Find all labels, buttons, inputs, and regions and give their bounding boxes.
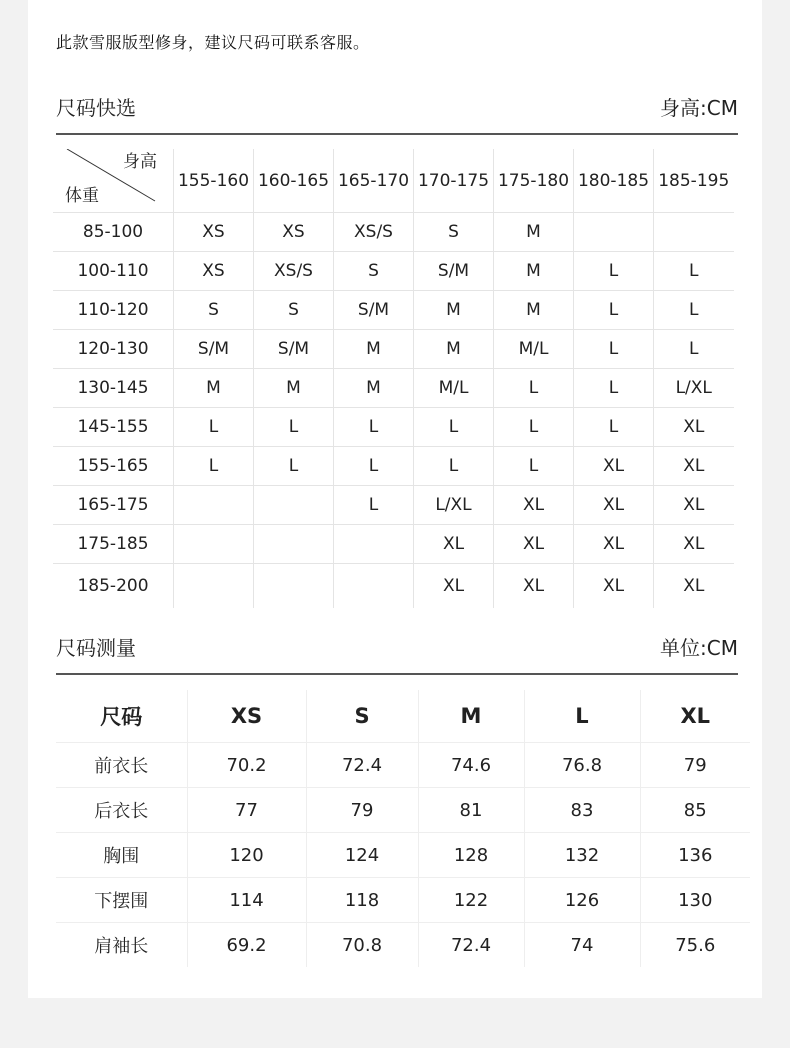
size-header: XL <box>640 690 750 743</box>
size-header: M <box>418 690 524 743</box>
size-header: S <box>306 690 418 743</box>
size-cell: L <box>174 408 254 447</box>
size-cell: XL <box>494 525 574 564</box>
weight-cell: 145-155 <box>53 408 174 447</box>
measure-value: 79 <box>640 743 750 788</box>
size-cell <box>574 213 654 252</box>
size-cell: S <box>254 291 334 330</box>
height-header: 155-160 <box>174 149 254 213</box>
quick-select-unit: 身高:CM <box>660 96 738 120</box>
weight-cell: 110-120 <box>53 291 174 330</box>
measure-name: 下摆围 <box>56 878 187 923</box>
measure-row <box>56 923 750 968</box>
height-header: 175-180 <box>494 149 574 213</box>
measure-header-row <box>56 690 750 743</box>
height-header: 180-185 <box>574 149 654 213</box>
size-cell: XS/S <box>254 252 334 291</box>
measure-value: 120 <box>187 833 306 878</box>
measure-value: 72.4 <box>306 743 418 788</box>
size-cell: L <box>254 447 334 486</box>
size-cell: M/L <box>414 369 494 408</box>
quick-row <box>53 486 734 525</box>
size-cell: S/M <box>254 330 334 369</box>
measure-title: 尺码测量 <box>56 636 136 660</box>
measure-value: 79 <box>306 788 418 833</box>
measure-value: 132 <box>524 833 640 878</box>
weight-cell: 130-145 <box>53 369 174 408</box>
weight-cell: 100-110 <box>53 252 174 291</box>
measure-value: 76.8 <box>524 743 640 788</box>
measure-value: 74 <box>524 923 640 968</box>
size-header: XS <box>187 690 306 743</box>
corner-height-label: 身高 <box>123 152 157 172</box>
weight-cell: 120-130 <box>53 330 174 369</box>
size-cell: XL <box>494 486 574 525</box>
size-cell: S/M <box>334 291 414 330</box>
measure-value: 128 <box>418 833 524 878</box>
size-cell <box>174 525 254 564</box>
corner-weight-label: 体重 <box>65 186 99 206</box>
quick-row <box>53 330 734 369</box>
size-cell: M <box>254 369 334 408</box>
size-cell: M <box>494 252 574 291</box>
size-cell: L <box>574 291 654 330</box>
size-cell: L <box>494 447 574 486</box>
size-cell: M <box>414 330 494 369</box>
measure-row <box>56 833 750 878</box>
quick-row <box>53 252 734 291</box>
measure-name: 胸围 <box>56 833 187 878</box>
weight-cell: 85-100 <box>53 213 174 252</box>
measure-value: 69.2 <box>187 923 306 968</box>
measure-value: 126 <box>524 878 640 923</box>
size-cell: XS <box>174 252 254 291</box>
weight-cell: 165-175 <box>53 486 174 525</box>
size-cell: S <box>414 213 494 252</box>
size-cell: L <box>334 447 414 486</box>
size-cell: XL <box>574 447 654 486</box>
weight-cell: 175-185 <box>53 525 174 564</box>
measure-value: 72.4 <box>418 923 524 968</box>
measure-row <box>56 788 750 833</box>
size-cell: L <box>334 486 414 525</box>
size-cell: XL <box>654 408 734 447</box>
size-cell: L <box>574 330 654 369</box>
measure-value: 124 <box>306 833 418 878</box>
quick-row <box>53 447 734 486</box>
size-cell <box>334 525 414 564</box>
size-cell: M <box>414 291 494 330</box>
height-header: 160-165 <box>254 149 334 213</box>
measure-value: 83 <box>524 788 640 833</box>
size-cell <box>654 213 734 252</box>
size-cell <box>334 564 414 609</box>
measure-name: 后衣长 <box>56 788 187 833</box>
size-cell: XL <box>574 564 654 609</box>
measure-name: 前衣长 <box>56 743 187 788</box>
size-cell: XS <box>254 213 334 252</box>
size-cell: L <box>574 369 654 408</box>
size-cell: L <box>334 408 414 447</box>
measurement-table <box>56 690 750 967</box>
size-cell: XS <box>174 213 254 252</box>
size-cell: XL <box>414 525 494 564</box>
size-cell: L <box>574 252 654 291</box>
size-cell: S <box>334 252 414 291</box>
quick-row <box>53 369 734 408</box>
size-cell: L <box>414 447 494 486</box>
quick-row <box>53 291 734 330</box>
size-cell: L <box>174 447 254 486</box>
measure-value: 77 <box>187 788 306 833</box>
size-cell <box>174 564 254 609</box>
height-header: 170-175 <box>414 149 494 213</box>
measure-row <box>56 743 750 788</box>
size-cell: M <box>494 291 574 330</box>
measure-value: 70.2 <box>187 743 306 788</box>
size-cell: M/L <box>494 330 574 369</box>
measure-name: 肩袖长 <box>94 936 149 957</box>
quick-row <box>53 525 734 564</box>
size-header: L <box>524 690 640 743</box>
measure-value: 130 <box>640 878 750 923</box>
corner-cell <box>53 149 174 213</box>
size-cell <box>254 486 334 525</box>
size-cell: M <box>334 330 414 369</box>
size-label-header: 尺码 <box>56 690 187 743</box>
quick-row <box>53 408 734 447</box>
size-cell: M <box>334 369 414 408</box>
size-cell: XL <box>654 447 734 486</box>
measure-value: 75.6 <box>640 923 750 968</box>
quick-row <box>53 213 734 252</box>
size-cell <box>254 564 334 609</box>
size-cell: S/M <box>174 330 254 369</box>
measure-value: 85 <box>640 788 750 833</box>
measure-value: 136 <box>640 833 750 878</box>
fit-note: 此款雪服版型修身，建议尺码可联系客服。 <box>56 33 370 52</box>
size-cell: S <box>174 291 254 330</box>
size-cell: L/XL <box>654 369 734 408</box>
size-cell: M <box>174 369 254 408</box>
size-cell: L <box>654 330 734 369</box>
size-guide-card <box>28 0 762 998</box>
size-cell: L <box>254 408 334 447</box>
quick-select-header <box>56 93 738 135</box>
size-cell: XL <box>654 525 734 564</box>
size-cell: L <box>654 252 734 291</box>
measure-value: 118 <box>306 878 418 923</box>
weight-cell: 185-200 <box>77 576 149 596</box>
size-cell: XL <box>494 564 574 609</box>
quick-select-title: 尺码快选 <box>56 96 136 120</box>
size-cell: S/M <box>414 252 494 291</box>
measure-value: 114 <box>187 878 306 923</box>
weight-cell: 155-165 <box>53 447 174 486</box>
size-cell: L <box>494 408 574 447</box>
size-cell: L <box>414 408 494 447</box>
quick-size-table <box>53 149 734 608</box>
height-header: 165-170 <box>334 149 414 213</box>
size-cell: M <box>494 213 574 252</box>
size-cell: L <box>574 408 654 447</box>
quick-row <box>53 564 734 609</box>
size-cell: XS/S <box>334 213 414 252</box>
measure-value: 81 <box>418 788 524 833</box>
size-cell: XL <box>414 564 494 609</box>
size-cell: XL <box>574 486 654 525</box>
size-cell: L <box>654 291 734 330</box>
measure-value: 70.8 <box>306 923 418 968</box>
measure-unit: 单位:CM <box>660 636 738 660</box>
measure-header <box>56 633 738 675</box>
size-cell: XL <box>654 486 734 525</box>
size-cell: L <box>494 369 574 408</box>
size-cell: XL <box>574 525 654 564</box>
height-header: 185-195 <box>654 149 734 213</box>
quick-header-row <box>53 149 734 213</box>
size-cell: L/XL <box>414 486 494 525</box>
measure-value: 74.6 <box>418 743 524 788</box>
size-cell <box>254 525 334 564</box>
measure-value: 122 <box>418 878 524 923</box>
size-cell: XL <box>654 564 734 609</box>
size-cell <box>174 486 254 525</box>
measure-row <box>56 878 750 923</box>
